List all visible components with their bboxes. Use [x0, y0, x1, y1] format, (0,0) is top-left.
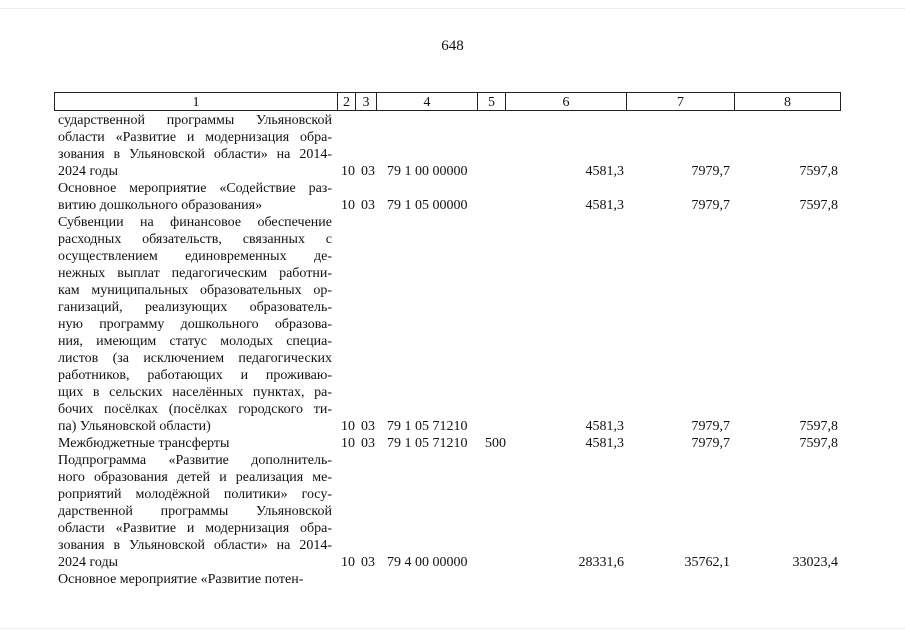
header-col-7: 7	[627, 93, 735, 110]
row-description	[58, 452, 332, 571]
description-line: Субвенции на финансовое обеспечение	[58, 215, 332, 230]
subsection-code: 03	[361, 436, 375, 451]
section-code: 10	[341, 198, 355, 213]
description-line: бочих посёлках (посёлках городского ти-	[58, 402, 332, 417]
description-line: Подпрограмма «Развитие дополнитель-	[58, 453, 332, 468]
amount-col-8: 7597,8	[799, 164, 838, 179]
description-line: па) Ульяновской области)	[58, 419, 211, 434]
description-line: ния, имеющим статус молодых специа-	[58, 334, 332, 349]
description-line: дарственной программы Ульяновской	[58, 504, 332, 519]
target-article-code: 79 1 05 71210	[387, 436, 468, 451]
description-line: зования в Ульяновской области» на 2014-	[58, 538, 332, 553]
description-line: ную программу дошкольного образова-	[58, 317, 332, 332]
description-line: Межбюджетные трансферты	[58, 436, 230, 451]
amount-col-8: 7597,8	[799, 198, 838, 213]
header-col-1: 1	[55, 93, 338, 110]
table-header	[54, 92, 841, 111]
amount-col-6: 4581,3	[585, 164, 624, 179]
row-description	[58, 571, 332, 588]
description-line: витию дошкольного образования»	[58, 198, 263, 213]
target-article-code: 79 4 00 00000	[387, 555, 468, 570]
row-description	[58, 214, 332, 435]
subsection-code: 03	[361, 164, 375, 179]
row-description	[58, 112, 332, 180]
amount-col-7: 7979,7	[691, 164, 730, 179]
description-line: работников, работающих и проживаю-	[58, 368, 332, 383]
description-line: роприятий молодёжной политики» госу-	[58, 487, 332, 502]
subsection-code: 03	[361, 198, 375, 213]
description-line: области «Развитие и модернизация обра-	[58, 521, 332, 536]
row-description	[58, 180, 332, 214]
target-article-code: 79 1 05 00000	[387, 198, 468, 213]
expense-type-code: 500	[485, 436, 506, 451]
subsection-code: 03	[361, 555, 375, 570]
target-article-code: 79 1 00 00000	[387, 164, 468, 179]
description-line: Основное мероприятие «Содействие раз-	[58, 181, 332, 196]
scan-edge-top	[0, 8, 905, 9]
description-line: расходных обязательств, связанных с	[58, 232, 332, 247]
description-line: листов (за исключением педагогических	[58, 351, 332, 366]
section-code: 10	[341, 436, 355, 451]
description-line: зования в Ульяновской области» на 2014-	[58, 147, 332, 162]
section-code: 10	[341, 555, 355, 570]
header-col-2: 2	[338, 93, 356, 110]
description-line: 2024 годы	[58, 555, 119, 570]
description-line: ганизаций, реализующих образователь-	[58, 300, 332, 315]
description-line: сударственной программы Ульяновской	[58, 113, 332, 128]
header-col-4: 4	[377, 93, 478, 110]
amount-col-6: 4581,3	[585, 198, 624, 213]
description-line: 2024 годы	[58, 164, 119, 179]
section-code: 10	[341, 419, 355, 434]
description-line: ного образования детей и реализация ме-	[58, 470, 332, 485]
row-description	[58, 435, 332, 452]
scan-edge-bottom	[0, 628, 905, 629]
description-line: кам муниципальных образовательных ор-	[58, 283, 332, 298]
description-line: Основное мероприятие «Развитие потен-	[58, 572, 304, 587]
amount-col-6: 4581,3	[585, 419, 624, 434]
description-line: щих в сельских населённых пунктах, ра-	[58, 385, 332, 400]
target-article-code: 79 1 05 71210	[387, 419, 468, 434]
amount-col-7: 7979,7	[691, 436, 730, 451]
header-col-6: 6	[506, 93, 627, 110]
page-number: 648	[441, 38, 464, 54]
amount-col-6: 28331,6	[578, 555, 624, 570]
section-code: 10	[341, 164, 355, 179]
header-col-5: 5	[478, 93, 506, 110]
amount-col-8: 33023,4	[792, 555, 838, 570]
amount-col-7: 7979,7	[691, 419, 730, 434]
header-col-8: 8	[784, 95, 791, 110]
amount-col-7: 35762,1	[684, 555, 730, 570]
amount-col-8: 7597,8	[799, 436, 838, 451]
amount-col-8: 7597,8	[799, 419, 838, 434]
description-line: нежных выплат педагогическим работни-	[58, 266, 332, 281]
amount-col-7: 7979,7	[691, 198, 730, 213]
description-line: области «Развитие и модернизация обра-	[58, 130, 332, 145]
amount-col-6: 4581,3	[585, 436, 624, 451]
subsection-code: 03	[361, 419, 375, 434]
description-line: осуществлением единовременных де-	[58, 249, 332, 264]
header-col-3: 3	[356, 93, 377, 110]
